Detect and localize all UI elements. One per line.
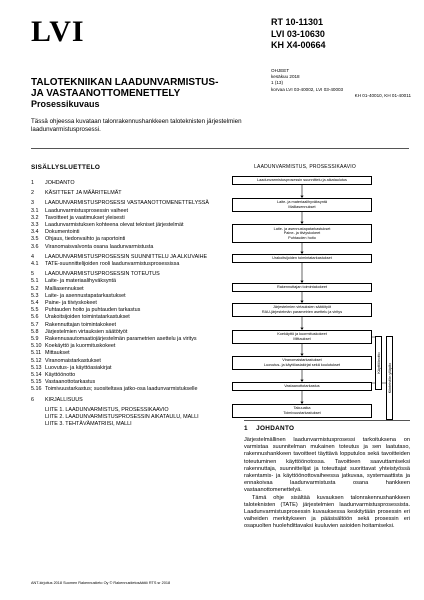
toc-item: 5.14 Käyttöönotto [31,372,76,379]
toc-item: 5.13 Luovutus- ja käyttöasiakirjat [31,364,112,371]
meta-date: kesäkuu 2018 [271,74,300,80]
meta-replaces-row: KH 01-40010, KH 01-40011 [354,92,411,98]
toc-item: 6 KIRJALLISUUS [31,396,83,403]
meta-pages: 1 (13) [271,80,284,86]
toc-item: 3.6 Viranomaisvalvonta osana laadunvarmistusta [31,243,154,250]
footer: ANT-kirjoitus 2018 Suomen Rakennustieto Oy © Rakennustietosäätiö RTS sr 2018 [31,581,171,585]
document-intro: Tässä ohjeessa kuvataan talonrakennushankkeen taloteknisten järjestelmien laadunvarmistusprosessi. [31,118,242,133]
side-box-yllapito: Kiinteistön ylläpito [386,336,393,420]
divider [244,420,410,421]
toc-item: 5.3 Laite- ja asennustapatarkastukset [31,292,126,299]
toc-item: 5.2 Malliasennukset [31,285,84,292]
table-of-contents [31,180,209,429]
diagram-box: Urakoitsijoiden toimintatarkastukset [232,254,372,263]
toc-item: 5.4 Paine- ja tiiviyskokeet [31,300,97,307]
section-heading: 1 JOHDANTO [244,425,295,432]
lvi-logo: LVI [31,15,85,48]
diagram-box: Rakennuttajan toimintakokeet [232,283,372,292]
toc-item: 3 LAADUNVARMISTUSPROSESSI VASTAANOTTOMENETTELYSSÄ [31,200,209,207]
code-lvi: LVI 03-10630 [271,28,325,39]
toc-heading: SISÄLLYSLUETTELO [31,164,101,171]
toc-item: 5.7 Rakennuttajan toimintakokeet [31,321,117,328]
diagram-box: Laite- ja asennustapatarkastukset Paine- ja tiiviyskokeet Puhtauden hoito [232,224,372,243]
diagram-box: Viranomaistarkastukset Luovutus- ja käyttöasiakirjat sekä koulutukset [232,356,372,370]
document-codes [271,17,326,52]
toc-item: 5.8 Järjestelmien virtauksien säätötyöt [31,328,128,335]
toc-item: LIITE 2. LAADUNVARMISTUSPROSESSIN AIKATAULU, MALLI [45,414,199,421]
document-meta [271,68,411,99]
toc-item: 5.10 Koekäyttö ja kuormituskokeet [31,343,116,350]
paragraph: Järjestelmällinen laadunvarmistusprosessi tarkoituksena on varmistaa suunnitelman mukainen toteutus ja sen laatutaso, rakennushankkeen tavoitteet täyttävä lopputulos sekä tavoitteiden toteutuminen käyttöönotossa. Tavoitteen saavuttamiseksi rakennuttaja, suunnittelijat ja toteuttajat suorittavat yhteistyössä rakentamis- ja käyttöönottovaiheessa jatkuvaa, systemaattista ja ennakoivaa laadunvarmistusta osana hankkeen vastaanottomenettelyä. [244,437,410,494]
toc-item: 2 KÄSITTEET JA MÄÄRITELMÄT [31,190,122,197]
toc-item: 3.4 Dokumentointi [31,229,80,236]
diagram-box: Takuuaika Toimivuustarkastukset [232,404,372,418]
toc-item: 5.9 Rakennusautomaatiojärjestelmän parametrien asettelu ja viritys [31,336,197,343]
toc-item: LIITE 3. TEHTÄVÄMATRIISI, MALLI [45,421,132,428]
toc-item: 3.5 Ohjaus, tiedonvaihto ja raportointi [31,236,126,243]
toc-item: 5.15 Vastaanottotarkastus [31,379,96,386]
toc-item: 4 LAADUNVARMISTUSPROSESSIN SUUNNITTELU JA ALKUVAIHE [31,253,208,260]
diagram-box: Koekäyttö ja kuormituskokeet Mittaukset [232,330,372,344]
side-box-kayttoonotto: Käyttöönotto [375,336,382,390]
meta-replaces-row: korvaa LVI 03-40002, LVI 03-40003 [271,86,344,92]
toc-item: 5.12 Viranomaistarkastukset [31,357,101,364]
toc-item: 3.3 Laadunvarmistuksen kohteena olevat tekniset järjestelmät [31,222,184,229]
toc-item: 5 LAADUNVARMISTUSPROSESSIN TOTEUTUS [31,271,160,278]
toc-item: 5.5 Puhtauden hoito ja puhtauden tarkastus [31,307,141,314]
diagram-box: Laite- ja materiaalihyväksyntä Malliasennukset [232,198,372,212]
diagram-box: Vastaanottotarkastus [232,382,372,391]
code-kh: KH X4-00664 [271,40,326,51]
diagram-box: Järjestelmien virtauksien säätötyöt RAU-järjestelmän parametrien asettelu ja viritys [232,303,372,317]
toc-item: 5.6 Urakoitsijoiden toimintatarkastukset [31,314,130,321]
section-body [244,437,410,531]
toc-item: 3.2 Tavoitteet ja vaatimukset yleisesti [31,214,125,221]
toc-item: 4.1 TATE-suunnittelijoiden rooli laadunvarmistusprosessissa [31,261,180,268]
process-diagram [212,158,412,420]
toc-item: LIITE 1. LAADUNVARMISTUS, PROSESSIKAAVIO [45,406,169,413]
divider [31,148,409,149]
toc-item: 5.16 Toimivuustarkastus; suositeltava jatko-osa laadunvarmistukselle [31,386,198,393]
diagram-title: LAADUNVARMISTUS, PROSESSIKAAVIO [254,164,356,170]
toc-item: 5.1 Laite- ja materiaalihyväksyntä [31,278,117,285]
document-subtitle: Prosessikuvaus [31,99,100,109]
toc-item: 3.1 Laadunvarmistusprosessin vaiheet [31,207,129,214]
document-title: TALOTEKNIIKAN LAADUNVARMISTUS- JA VASTAANOTTOMENETTELY [31,77,219,99]
meta-label: OHJEET [271,68,290,73]
toc-item: 1 JOHDANTO [31,180,75,186]
code-rt: RT 10-11301 [271,17,324,27]
diagram-box: Laadunvarmistusprosessin suunnittelu ja aikataulutus [232,176,372,185]
toc-item: 5.11 Mittaukset [31,350,70,357]
paragraph: Tämä ohje sisältää kuvauksen talonrakennushankkeen taloteknisten (TATE) järjestelmien laadunvarmistusprosessista. Laadunvarmistusprosessin kuvauksessa keskitytään prosessin eri vaiheiden merkitykseen ja pääsisältöön sekä prosessin eri osapuolten huolehdittavaksi kuuluvien asioiden hoitamiseksi. [244,494,410,530]
